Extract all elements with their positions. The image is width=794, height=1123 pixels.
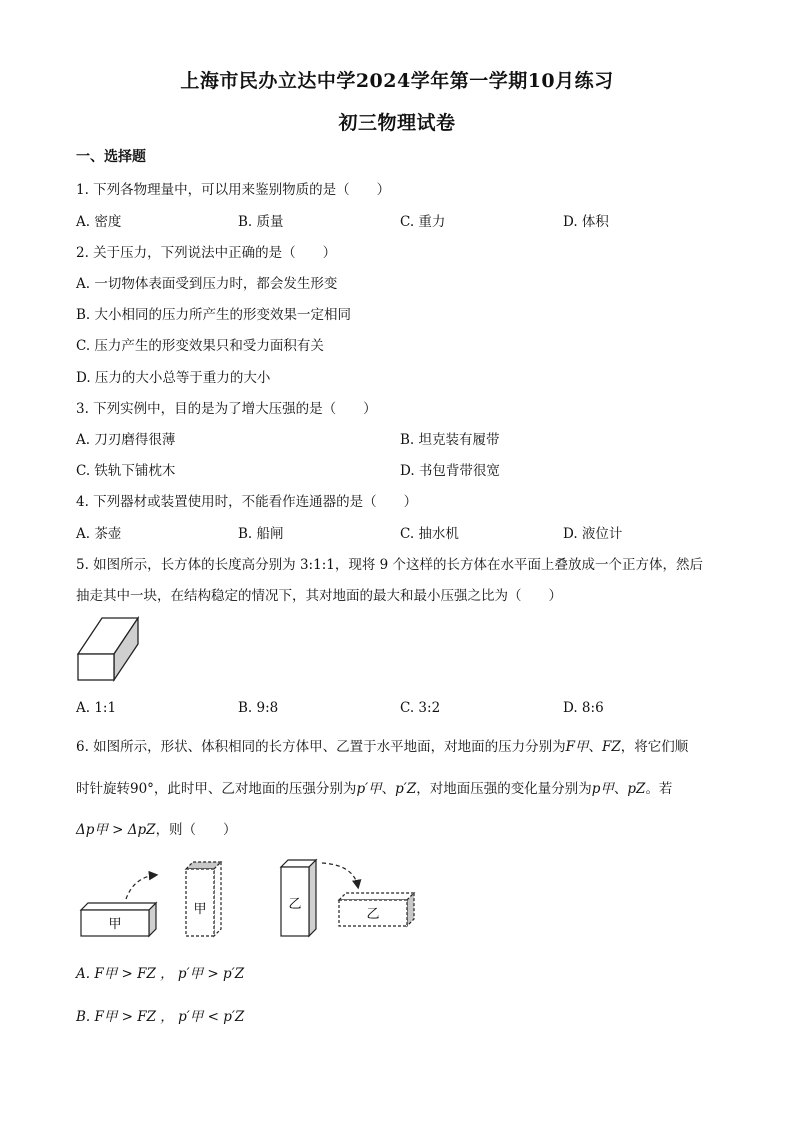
q3-option-b: B. 坦克装有履带: [400, 432, 500, 448]
q6-block-jia-before: [81, 903, 156, 936]
q6-separator-3: 、: [613, 781, 628, 797]
exam-title: 上海市民办立达中学2024学年第一学期10月练习: [180, 70, 614, 92]
q4-option-d: D. 液位计: [563, 526, 623, 542]
q6-option-b: B. F甲 > FZ ， p′甲 < p′Z: [76, 1009, 245, 1025]
question-6-stem-line-1: [76, 735, 688, 755]
q6-separator-2: 、: [381, 781, 396, 797]
question-6-stem-line-3: [76, 818, 237, 838]
q6-f-yi: FZ: [602, 739, 621, 755]
q6-arrow-jia: [126, 875, 156, 899]
question-5-stem-line-1: 5. 如图所示，长方体的长度高分别为 3:1:1，现将 9 个这样的长方体在水平面上叠放成一个正方体，然后: [76, 557, 703, 573]
q5-option-b: B. 9:8: [238, 700, 279, 716]
q6-label-yi-1: 乙: [288, 897, 302, 912]
q6-p-jia: p′甲: [356, 781, 382, 797]
q1-option-b: B. 质量: [238, 214, 284, 230]
q4-option-c: C. 抽水机: [400, 526, 459, 542]
q6-label-jia-1: 甲: [108, 917, 122, 932]
q2-option-b: B. 大小相同的压力所产生的形变效果一定相同: [76, 307, 352, 323]
q4-option-b: B. 船闸: [238, 526, 284, 542]
q6-stem-text-2b: ，对地面压强的变化量分别为: [416, 781, 592, 797]
q2-option-c: C. 压力产生的形变效果只和受力面积有关: [76, 338, 324, 354]
q6-stem-text-1b: ，将它们顺: [620, 739, 689, 755]
q5-option-a: A. 1:1: [76, 700, 117, 716]
q1-option-c: C. 重力: [400, 214, 446, 230]
q3-option-c: C. 铁轨下铺枕木: [76, 463, 176, 479]
q6-stem-text-3b: ，则（ ）: [155, 822, 237, 838]
q2-option-a: A. 一切物体表面受到压力时，都会发生形变: [76, 276, 338, 292]
question-5-stem-line-2: 抽走其中一块，在结构稳定的情况下，其对地面的最大和最小压强之比为（ ）: [76, 588, 562, 604]
q5-cuboid-figure: [76, 614, 142, 684]
q6-stem-text-2a: 时针旋转90°，此时甲、乙对地面的压强分别为: [76, 781, 357, 797]
q6-condition: Δp甲 > ΔpZ: [76, 822, 156, 838]
question-1-stem: 1. 下列各物理量中，可以用来鉴别物质的是（ ）: [76, 182, 391, 198]
q4-option-a: A. 茶壶: [76, 526, 122, 542]
question-6-stem-line-2: [76, 777, 672, 797]
q6-label-yi-2: 乙: [366, 907, 380, 922]
q6-dp-jia: p甲: [591, 781, 614, 797]
q6-rotation-figure: [76, 855, 426, 945]
q3-option-a: A. 刀刃磨得很薄: [76, 432, 176, 448]
q6-block-jia-after: [186, 862, 221, 936]
q1-option-a: A. 密度: [76, 214, 122, 230]
q5-option-c: C. 3:2: [400, 700, 441, 716]
q3-option-d: D. 书包背带很宽: [400, 463, 500, 479]
q6-label-jia-2: 甲: [193, 902, 207, 917]
q1-option-d: D. 体积: [563, 214, 609, 230]
q6-p-yi: p′Z: [395, 781, 417, 797]
q6-stem-text-1a: 6. 如图所示，形状、体积相同的长方体甲、乙置于水平地面，对地面的压力分别为: [76, 739, 566, 755]
q6-separator-1: 、: [588, 739, 603, 755]
q6-arrow-yi: [322, 863, 358, 887]
q6-f-jia: F甲: [565, 739, 589, 755]
q2-option-d: D. 压力的大小总等于重力的大小: [76, 370, 271, 386]
q6-stem-text-2c: 。若: [645, 781, 673, 797]
question-3-stem: 3. 下列实例中，目的是为了增大压强的是（ ）: [76, 401, 377, 417]
q6-dp-yi: pZ: [627, 781, 646, 797]
q6-block-yi-before: [281, 860, 316, 936]
question-4-stem: 4. 下列器材或装置使用时，不能看作连通器的是（ ）: [76, 494, 418, 510]
q6-block-yi-after: [339, 893, 414, 926]
exam-subtitle: 初三物理试卷: [338, 112, 456, 134]
question-2-stem: 2. 关于压力，下列说法中正确的是（ ）: [76, 245, 337, 261]
q5-option-d: D. 8:6: [563, 700, 604, 716]
section-title: 一、选择题: [76, 149, 146, 165]
q6-option-a: A. F甲 > FZ ， p′甲 > p′Z: [76, 966, 245, 982]
